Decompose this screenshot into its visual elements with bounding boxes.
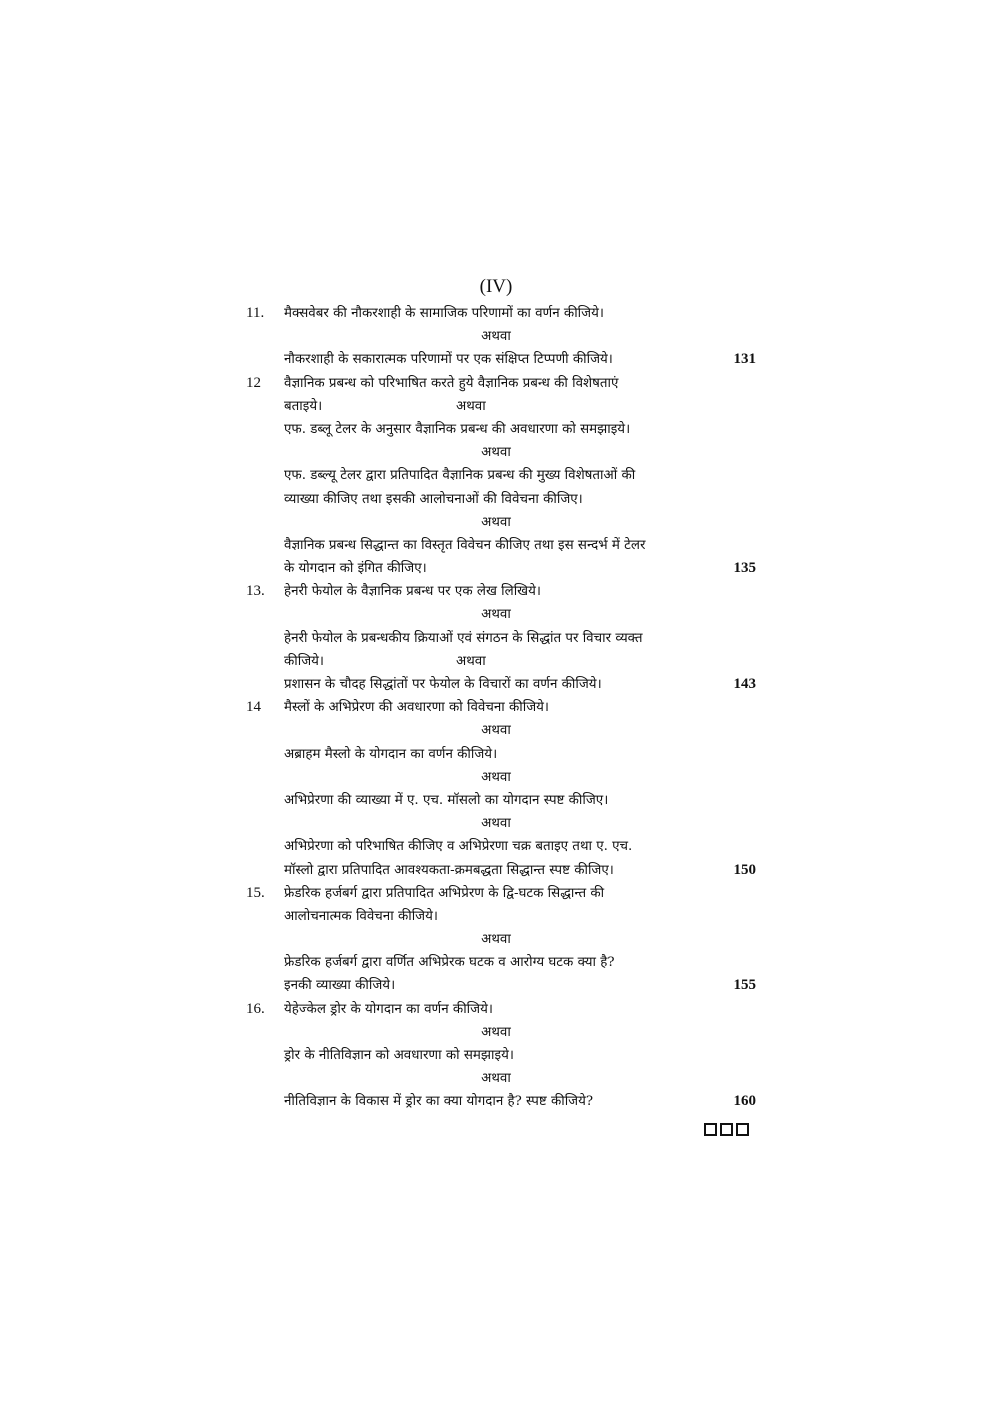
question-text: फ्रेडरिक हर्जबर्ग द्वारा प्रतिपादित अभिप्रेरण के द्वि-घटक सिद्धान्त की: [284, 885, 605, 901]
text-line: [246, 325, 766, 348]
text-line: [246, 835, 766, 858]
question-text: मॉस्लो द्वारा प्रतिपादित आवश्यकता-क्रमबद्धता सिद्धान्त स्पष्ट कीजिए।: [284, 862, 614, 878]
page-reference: 131: [733, 351, 756, 368]
page-number: (IV): [479, 276, 513, 297]
text-line: [246, 464, 766, 487]
question-list: [246, 302, 766, 1114]
end-square-icon: [720, 1123, 733, 1136]
text-line: [246, 372, 766, 395]
text-line: [246, 998, 766, 1021]
or-separator: अथवा: [481, 514, 511, 530]
question-text: आलोचनात्मक विवेचना कीजिये।: [284, 908, 438, 924]
question-text: मैक्सवेबर की नौकरशाही के सामाजिक परिणामों का वर्णन कीजिये।: [284, 306, 604, 321]
or-separator: अथवा: [481, 1024, 511, 1040]
text-line: [246, 441, 766, 464]
text-line: [246, 580, 766, 603]
text-line: [246, 302, 766, 325]
text-line: [246, 696, 766, 719]
or-separator: अथवा: [481, 607, 511, 623]
text-line: [246, 511, 766, 534]
text-line: [246, 905, 766, 928]
question-text: अभिप्रेरणा की व्याख्या में ए. एच. मॉसलो का योगदान स्पष्ट कीजिए।: [284, 792, 609, 808]
question-text: अभिप्रेरणा को परिभाषित कीजिए व अभिप्रेरणा चक्र बताइए तथा ए. एच.: [284, 839, 633, 855]
text-line: [246, 673, 766, 696]
text-line: [246, 1021, 766, 1044]
or-separator: अथवा: [481, 1071, 511, 1087]
text-line: [246, 557, 766, 580]
text-line: [246, 974, 766, 997]
question-text: एफ. डब्लू टेलर के अनुसार वैज्ञानिक प्रबन्ध की अवधारणा को समझाइये।: [284, 421, 631, 437]
text-line: [246, 627, 766, 650]
question-text: ड्रोर के नीतिविज्ञान को अवधारणा को समझाइये।: [284, 1048, 514, 1063]
text-line: [246, 1090, 766, 1113]
text-line: [246, 789, 766, 812]
page-reference: 160: [733, 1093, 756, 1110]
question-number: 14: [246, 699, 261, 716]
question-number: 15.: [246, 884, 265, 901]
question-text: फ्रेडरिक हर्जबर्ग द्वारा वर्णित अभिप्रेरक घटक व आरोग्य घटक क्या है?: [284, 955, 615, 971]
question-number: 16.: [246, 1000, 265, 1017]
text-line: [246, 348, 766, 371]
question-text: नौकरशाही के सकारात्मक परिणामों पर एक संक्षिप्त टिप्पणी कीजिये।: [284, 352, 613, 368]
question-text: वैज्ञानिक प्रबन्ध को परिभाषित करते हुये वैज्ञानिक प्रबन्ध की विशेषताएं: [284, 375, 619, 391]
page-reference: 135: [733, 560, 756, 577]
page-reference: 150: [733, 861, 756, 878]
question-text: अब्राहम मैस्लो के योगदान का वर्णन कीजिये।: [284, 746, 498, 762]
text-line: [246, 766, 766, 789]
question-text: एफ. डब्ल्यू टेलर द्वारा प्रतिपादित वैज्ञानिक प्रबन्ध की मुख्य विशेषताओं की: [284, 468, 636, 484]
end-square-icon: [736, 1123, 749, 1136]
question-text: इनकी व्याख्या कीजिये।: [284, 978, 396, 994]
question-text: कीजिये।: [284, 653, 324, 669]
or-separator: अथवा: [481, 932, 511, 948]
text-line: [246, 951, 766, 974]
question-text: हेनरी फेयोल के प्रबन्धकीय क्रियाओं एवं संगठन के सिद्धांत पर विचार व्यक्त: [284, 630, 643, 646]
or-separator: अथवा: [456, 653, 486, 669]
text-line: [246, 928, 766, 951]
or-separator: अथवा: [456, 398, 486, 414]
text-line: [246, 1044, 766, 1067]
page-reference: 143: [733, 676, 756, 692]
text-line: [246, 534, 766, 557]
question-text: येहेज्केल ड्रोर के योगदान का वर्णन कीजिये।: [284, 1001, 493, 1017]
text-line: [246, 719, 766, 742]
text-line: [246, 812, 766, 835]
text-line: [246, 650, 766, 673]
text-line: [246, 603, 766, 626]
question-number: 11.: [246, 305, 265, 321]
text-line: [246, 882, 766, 905]
end-of-page-marks: [704, 1123, 749, 1136]
page-reference: 155: [733, 977, 756, 994]
question-text: प्रशासन के चौदह सिद्धांतों पर फेयोल के विचारों का वर्णन कीजिये।: [284, 677, 602, 692]
question-text: वैज्ञानिक प्रबन्ध सिद्धान्त का विस्तृत विवेचन कीजिए तथा इस सन्दर्भ में टेलर: [284, 537, 646, 553]
text-line: [246, 1067, 766, 1090]
or-separator: अथवा: [481, 816, 511, 832]
text-line: [246, 395, 766, 418]
end-square-icon: [704, 1123, 717, 1136]
question-text: हेनरी फेयोल के वैज्ञानिक प्रबन्ध पर एक लेख लिखिये।: [284, 584, 541, 600]
question-text: बताइये।: [284, 398, 323, 414]
question-text: व्याख्या कीजिए तथा इसकी आलोचनाओं की विवेचना कीजिए।: [284, 491, 583, 507]
text-line: [246, 488, 766, 511]
or-separator: अथवा: [481, 723, 511, 739]
question-text: के योगदान को इंगित कीजिए।: [284, 561, 427, 577]
text-line: [246, 418, 766, 441]
or-separator: अथवा: [481, 329, 511, 345]
text-line: [246, 743, 766, 766]
text-line: [246, 859, 766, 882]
question-number: 12: [246, 374, 261, 391]
or-separator: अथवा: [481, 769, 511, 785]
question-number: 13.: [246, 583, 265, 600]
question-text: नीतिविज्ञान के विकास में ड्रोर का क्या योगदान है? स्पष्ट कीजिये?: [284, 1094, 594, 1110]
or-separator: अथवा: [481, 445, 511, 461]
question-text: मैस्लों के अभिप्रेरण की अवधारणा को विवेचना कीजिये।: [284, 700, 550, 716]
